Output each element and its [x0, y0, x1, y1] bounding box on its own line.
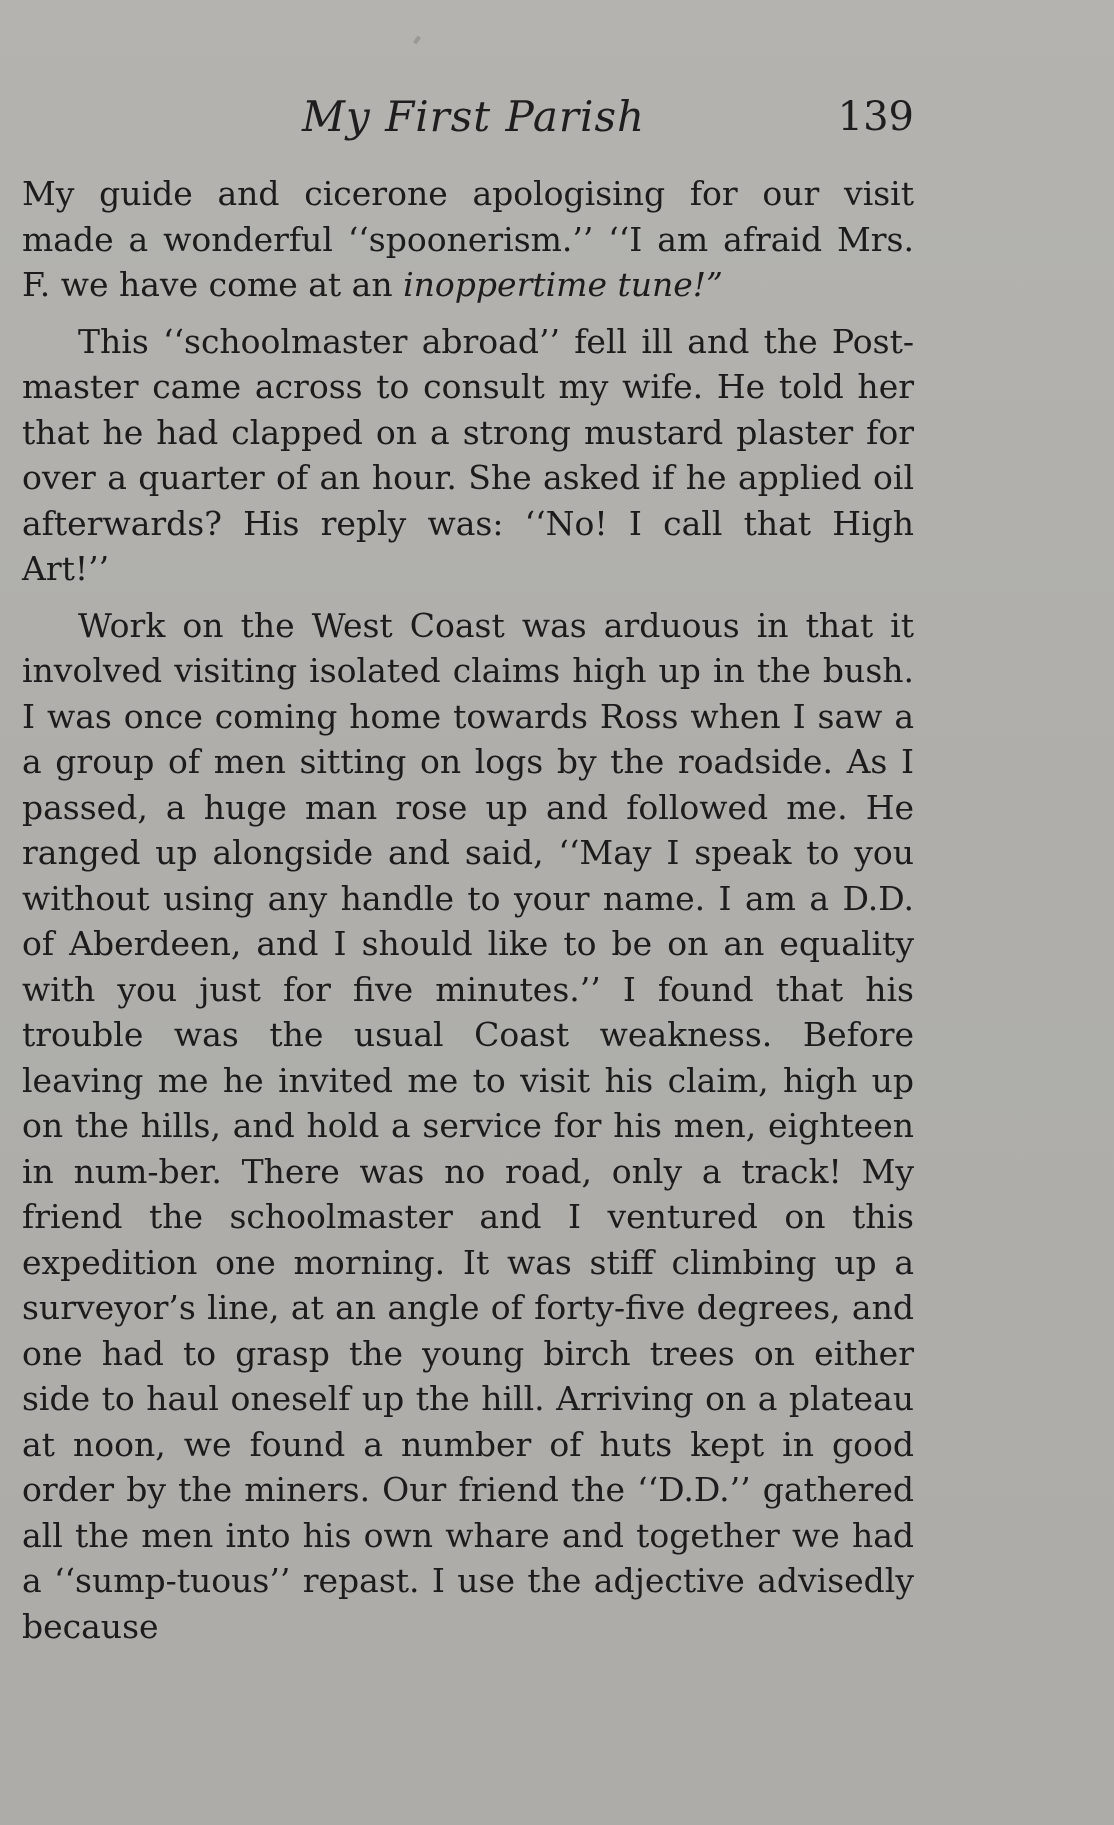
paper-speck [413, 36, 421, 45]
paragraph-1-text: My guide and cicerone apologising for our visit made a wonderful ‘‘spoonerism.’’ ‘‘I am afraid Mrs. F. we have come at an [22, 174, 914, 304]
paragraph-1 [22, 171, 914, 308]
paragraph-1-italic: inoppertime tune!” [403, 265, 723, 304]
paragraph-3: Work on the West Coast was arduous in that it involved visiting isolated claims high up in the bush. I was once coming home towards Ross when I saw a a group of men sitting on logs by the roadside. As I passed, a huge man rose up and followed me. He ranged up alongside and said, ‘‘May I speak to you without using any handle to your name. I am a D.D. of Aberdeen, and I should like to be on an equality with you just for five minutes.’’ I found that his trouble was the usual Coast weakness. Before leaving me he invited me to visit his claim, high up on the hills, and hold a service for his men, eighteen in num-ber. There was no road, only a track! My friend the schoolmaster and I ventured on this expedition one morning. It was stiff climbing up a surveyor’s line, at an angle of forty-five degrees, and one had to grasp the young birch trees on either side to haul oneself up the hill. Arriving on a plateau at noon, we found a number of huts kept in good order by the miners. Our friend the ‘‘D.D.’’ gathered all the men into his own whare and together we had a ‘‘sump-tuous’’ repast. I use the adjective advisedly because [22, 605, 914, 1646]
paragraph-2: This ‘‘schoolmaster abroad’’ fell ill and the Post-master came across to consult my wife. He told her that he had clapped on a strong mustard plaster for over a quarter of an hour. She asked if he applied oil afterwards? His reply was: ‘‘No! I call that High Art!’’ [22, 321, 914, 588]
text-body [22, 171, 914, 1660]
page-header [22, 84, 914, 148]
page-number: 139 [837, 94, 914, 140]
running-title: My First Parish [302, 92, 646, 141]
